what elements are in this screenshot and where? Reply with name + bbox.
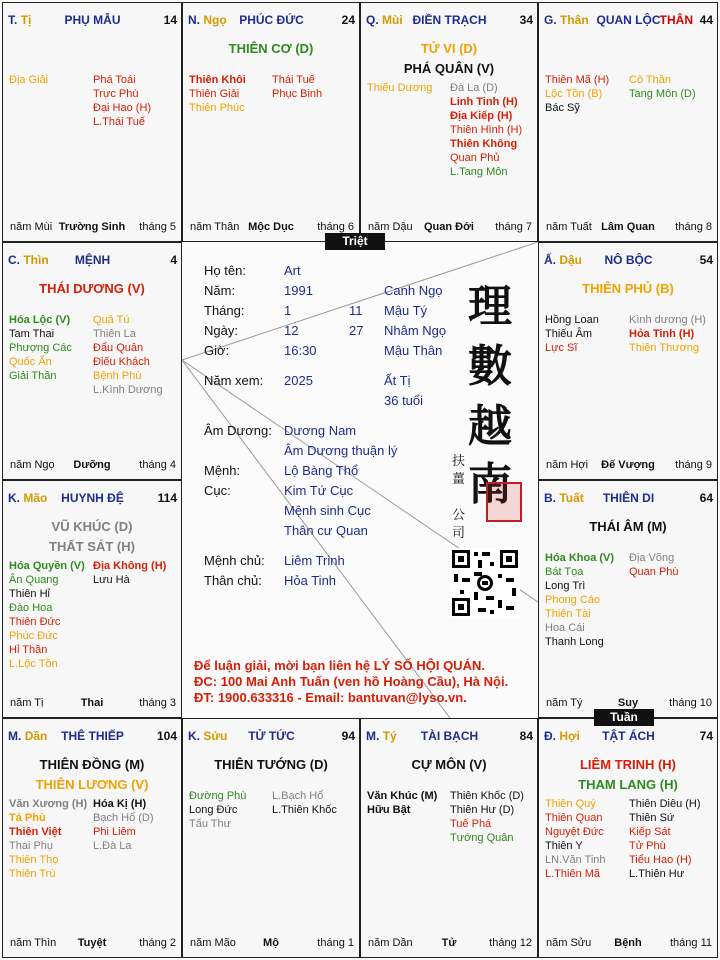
branch-zodiac: Mão bbox=[23, 491, 48, 505]
main-star[interactable]: LIÊM TRINH (H) bbox=[579, 757, 677, 772]
palace-than[interactable] bbox=[538, 2, 718, 242]
main-star[interactable]: THIÊN TƯỚNG (D) bbox=[214, 757, 328, 772]
palace-name: MỆNH bbox=[74, 253, 111, 267]
palace-header bbox=[544, 253, 713, 269]
branch-symbol: G. bbox=[544, 13, 557, 27]
side-char-1: 扶 bbox=[452, 454, 466, 469]
palace-footer bbox=[3, 697, 181, 711]
palace-footer bbox=[539, 221, 717, 235]
minor-star[interactable]: Thiên Hư (D) bbox=[450, 804, 515, 816]
minor-star[interactable]: Tiểu Hao (H) bbox=[629, 854, 692, 866]
branch-symbol: K. bbox=[8, 491, 20, 505]
month-lunar: 11 bbox=[349, 303, 363, 318]
minor-star[interactable]: Thiên Tài bbox=[545, 608, 591, 620]
minor-star[interactable]: Thái Tuế bbox=[272, 74, 315, 86]
minor-stars-left bbox=[9, 797, 87, 881]
minor-star[interactable]: L.Đà La bbox=[93, 840, 132, 852]
red-seal-stamp bbox=[486, 482, 522, 522]
palace-header bbox=[8, 729, 177, 745]
contact-line-2: ĐC: 100 Mai Anh Tuấn (ven hồ Hoàng Cầu), Hà Nội. bbox=[194, 674, 509, 689]
minor-star[interactable]: Quốc Ấn bbox=[9, 356, 52, 368]
minor-star[interactable]: Địa Không (H) bbox=[93, 560, 167, 572]
palace-name: ĐIỀN TRẠCH bbox=[412, 13, 487, 27]
minor-stars-right bbox=[272, 73, 322, 101]
footer-month: tháng 10 bbox=[669, 697, 712, 709]
footer-stage: Đế Vượng bbox=[601, 459, 655, 471]
minor-stars-left bbox=[545, 551, 614, 649]
minor-stars-left bbox=[9, 73, 48, 87]
minor-stars-right bbox=[629, 313, 706, 355]
palace-number: 24 bbox=[341, 13, 355, 27]
triet-marker: Triệt bbox=[325, 233, 385, 250]
minor-star[interactable]: L.Lộc Tồn bbox=[9, 658, 58, 670]
age-value: 36 tuổi bbox=[384, 393, 424, 408]
minor-star[interactable]: Hóa Quyền (V) bbox=[9, 560, 85, 572]
palace-name: HUYNH ĐỆ bbox=[61, 491, 124, 505]
minor-stars-right bbox=[629, 73, 696, 101]
minor-star[interactable]: Thiên Mã (H) bbox=[545, 74, 610, 86]
minor-star[interactable]: Thiên Đức bbox=[9, 616, 61, 628]
palace-number: 44 bbox=[699, 13, 713, 27]
minor-star[interactable]: L.Bạch Hổ bbox=[272, 790, 324, 802]
view-year-value: 2025 bbox=[284, 373, 313, 388]
calligraphy-char-3: 越 bbox=[468, 401, 512, 452]
palace-tag: THÂN bbox=[659, 13, 693, 27]
palace-footer bbox=[361, 221, 537, 235]
minor-star[interactable]: Hữu Bật bbox=[367, 804, 411, 816]
footer-month: tháng 11 bbox=[669, 937, 712, 949]
view-year-canchi: Ất Tị bbox=[384, 373, 411, 388]
branch-symbol: Đ. bbox=[544, 729, 556, 743]
hour-value: 16:30 bbox=[284, 343, 317, 358]
minor-star[interactable]: Phi Liêm bbox=[93, 826, 136, 838]
minor-star[interactable]: Địa Giải bbox=[9, 74, 49, 86]
branch-zodiac: Hợi bbox=[559, 729, 580, 743]
palace-name: NÔ BỘC bbox=[604, 253, 653, 267]
main-star[interactable]: CỰ MÔN (V) bbox=[411, 757, 487, 772]
minor-star[interactable]: Thiên Y bbox=[545, 840, 583, 852]
footer-year: năm Tý bbox=[546, 697, 583, 709]
contact-line-3[interactable]: ĐT: 1900.633316 - Email: bantuvan@lyso.vn. bbox=[194, 690, 467, 705]
palace-hoi[interactable] bbox=[538, 718, 718, 958]
minor-star[interactable]: Thiên Quan bbox=[545, 812, 603, 824]
qr-code[interactable] bbox=[450, 548, 520, 618]
footer-month: tháng 8 bbox=[675, 221, 712, 233]
palace-ngo[interactable] bbox=[182, 2, 360, 242]
palace-tuat[interactable] bbox=[538, 480, 718, 718]
day-canchi: Nhâm Ngọ bbox=[384, 323, 447, 338]
minor-stars-left bbox=[545, 73, 609, 115]
minor-star[interactable]: Thiên Phúc bbox=[189, 102, 245, 114]
palace-number: 84 bbox=[519, 729, 533, 743]
minor-star[interactable]: Ân Quang bbox=[9, 574, 59, 586]
palace-dau[interactable] bbox=[538, 242, 718, 480]
minor-star[interactable]: Thiên Quý bbox=[545, 798, 596, 810]
palace-dan[interactable] bbox=[2, 718, 182, 958]
minor-star[interactable]: L.Tang Môn bbox=[450, 166, 508, 178]
minor-stars-right bbox=[93, 559, 166, 587]
minor-stars-right bbox=[450, 81, 522, 179]
than-chu-value: Hỏa Tinh bbox=[284, 573, 337, 588]
minor-star[interactable]: Hỏa Tinh (H) bbox=[629, 328, 695, 340]
main-star[interactable]: THAM LANG (H) bbox=[578, 777, 678, 792]
branch-zodiac: Sửu bbox=[203, 729, 228, 743]
minor-star[interactable]: Bệnh Phù bbox=[93, 370, 142, 382]
minor-star[interactable]: Thiên Thương bbox=[629, 342, 700, 354]
center-info-panel bbox=[182, 242, 538, 718]
minor-star[interactable]: Bác Sỹ bbox=[545, 102, 580, 114]
branch-zodiac: Tuất bbox=[559, 491, 584, 505]
minor-star[interactable]: Kiếp Sát bbox=[629, 826, 671, 838]
minor-star[interactable]: Điếu Khách bbox=[93, 356, 150, 368]
minor-star[interactable]: Thiên Sứ bbox=[629, 812, 675, 824]
minor-star[interactable]: LN.Văn Tinh bbox=[545, 854, 606, 866]
minor-star[interactable]: Thiếu Âm bbox=[545, 328, 593, 340]
minor-star[interactable]: Văn Xương (H) bbox=[9, 798, 88, 810]
footer-stage: Trường Sinh bbox=[58, 221, 126, 233]
minor-star[interactable]: Hóa Khoa (V) bbox=[545, 552, 615, 564]
footer-stage: Tuyệt bbox=[77, 937, 107, 949]
footer-year: năm Hợi bbox=[546, 459, 589, 471]
branch-symbol: M. bbox=[8, 729, 22, 743]
footer-year: năm Mùi bbox=[10, 221, 53, 233]
hour-label: Giờ: bbox=[204, 343, 230, 358]
cuc-note: Mệnh sinh Cục bbox=[284, 503, 371, 518]
tuan-marker: Tuần bbox=[594, 709, 654, 726]
minor-star[interactable]: Thiếu Dương bbox=[367, 82, 433, 94]
minor-star[interactable]: Thiên Khôi bbox=[189, 74, 246, 86]
year-label: Năm: bbox=[204, 283, 236, 298]
minor-stars-left bbox=[189, 789, 246, 831]
minor-star[interactable]: Bạch Hổ (D) bbox=[93, 812, 154, 824]
year-value: 1991 bbox=[284, 283, 313, 298]
minor-star[interactable]: Thiên La bbox=[93, 328, 136, 340]
minor-stars-right bbox=[629, 551, 679, 579]
minor-stars-right bbox=[272, 789, 337, 817]
palace-footer bbox=[361, 937, 537, 951]
palace-name: PHÚC ĐỨC bbox=[239, 13, 304, 27]
palace-footer bbox=[3, 459, 181, 473]
palace-header bbox=[8, 13, 177, 29]
day-lunar: 27 bbox=[349, 323, 364, 338]
palace-header bbox=[188, 13, 355, 29]
minor-star[interactable]: Long Trì bbox=[545, 580, 586, 592]
minor-stars-left bbox=[9, 559, 85, 671]
menh-chu-value: Liêm Trinh bbox=[284, 553, 345, 568]
minor-star[interactable]: Trực Phù bbox=[93, 88, 139, 100]
minor-stars-left bbox=[189, 73, 246, 115]
main-star[interactable]: THIÊN LƯƠNG (V) bbox=[35, 777, 149, 792]
branch-symbol: Q. bbox=[366, 13, 379, 27]
month-canchi: Mậu Tý bbox=[384, 303, 428, 318]
palace-ti[interactable] bbox=[360, 718, 538, 958]
calligraphy-char-1: 理 bbox=[468, 281, 512, 332]
branch-zodiac: Mùi bbox=[382, 13, 403, 27]
palace-number: 14 bbox=[163, 13, 177, 27]
minor-star[interactable]: Đẩu Quân bbox=[93, 342, 144, 354]
minor-star[interactable]: Lực Sĩ bbox=[545, 342, 578, 354]
palace-name: THÊ THIẾP bbox=[61, 729, 124, 743]
palace-header bbox=[8, 491, 177, 507]
minor-star[interactable]: Cô Thần bbox=[629, 74, 671, 86]
palace-number: 34 bbox=[519, 13, 533, 27]
palace-header bbox=[188, 729, 355, 745]
month-label: Tháng: bbox=[204, 303, 245, 318]
footer-stage: Bệnh bbox=[614, 937, 642, 949]
minor-star[interactable]: Nguyệt Đức bbox=[545, 826, 604, 838]
minor-star[interactable]: L.Kình Dương bbox=[93, 384, 163, 396]
menh-value: Lộ Bàng Thổ bbox=[284, 463, 359, 478]
palace-name: THIÊN DI bbox=[602, 491, 655, 505]
year-canchi: Canh Ngọ bbox=[384, 283, 443, 298]
yinyang-value: Dương Nam bbox=[284, 423, 357, 438]
footer-month: tháng 3 bbox=[139, 697, 176, 709]
minor-star[interactable]: Quả Tú bbox=[93, 314, 130, 326]
palace-header bbox=[366, 13, 533, 29]
palace-name: TỬ TỨC bbox=[248, 729, 295, 743]
branch-symbol: T. bbox=[8, 13, 18, 27]
minor-star[interactable]: Tấu Thư bbox=[189, 818, 232, 830]
minor-star[interactable]: Tang Môn (D) bbox=[629, 88, 696, 100]
palace-number: 94 bbox=[341, 729, 355, 743]
minor-stars-left bbox=[367, 789, 437, 817]
minor-star[interactable]: Thiên Việt bbox=[9, 826, 62, 838]
palace-number: 4 bbox=[170, 253, 177, 267]
branch-symbol: C. bbox=[8, 253, 20, 267]
footer-stage: Suy bbox=[617, 697, 639, 709]
minor-star[interactable]: L.Thiên Mã bbox=[545, 868, 601, 880]
minor-stars-left bbox=[545, 313, 599, 355]
palace-footer bbox=[3, 221, 181, 235]
main-star[interactable]: THÁI DƯƠNG (V) bbox=[39, 281, 145, 296]
minor-star[interactable]: Tử Phù bbox=[629, 840, 666, 852]
branch-zodiac: Tý bbox=[382, 729, 397, 743]
minor-star[interactable]: Đà La (D) bbox=[450, 82, 498, 94]
footer-month: tháng 12 bbox=[489, 937, 532, 949]
minor-star[interactable]: Hỉ Thần bbox=[9, 644, 48, 656]
palace-footer bbox=[539, 459, 717, 473]
palace-number: 114 bbox=[157, 491, 177, 505]
footer-stage: Dưỡng bbox=[73, 459, 111, 471]
minor-star[interactable]: Phục Binh bbox=[272, 88, 323, 100]
yinyang-label: Âm Dương: bbox=[204, 423, 272, 438]
name-label: Họ tên: bbox=[204, 263, 246, 278]
minor-star[interactable]: Thanh Long bbox=[545, 636, 604, 648]
menh-chu-label: Mệnh chủ: bbox=[204, 553, 265, 568]
footer-stage: Mộc Dục bbox=[248, 221, 294, 233]
palace-footer bbox=[3, 937, 181, 951]
minor-star[interactable]: Hóa Lộc (V) bbox=[9, 314, 71, 326]
cuc-label: Cục: bbox=[204, 483, 231, 498]
minor-star[interactable]: Phúc Đức bbox=[9, 630, 58, 642]
minor-star[interactable]: Tuế Phá bbox=[450, 818, 492, 830]
than-cu-note: Thân cư Quan bbox=[284, 523, 368, 538]
footer-year: năm Sửu bbox=[546, 937, 592, 949]
branch-zodiac: Dậu bbox=[559, 253, 583, 267]
contact-line-1: Để luận giải, mời bạn liên hệ LÝ SỐ HỘI QUÁN. bbox=[194, 658, 485, 673]
minor-star[interactable]: Giải Thần bbox=[9, 370, 57, 382]
hour-canchi: Mậu Thân bbox=[384, 343, 443, 358]
palace-name: PHỤ MẪU bbox=[64, 13, 121, 27]
minor-star[interactable]: Thiên Không bbox=[450, 138, 518, 150]
palace-header bbox=[544, 729, 713, 745]
branch-symbol: K. bbox=[188, 729, 200, 743]
branch-symbol: N. bbox=[188, 13, 200, 27]
footer-stage: Thai bbox=[80, 697, 104, 709]
main-star[interactable]: THIÊN PHỦ (B) bbox=[582, 281, 674, 296]
cuc-value: Kim Tứ Cục bbox=[284, 483, 354, 498]
calligraphy-char-4: 南 bbox=[468, 459, 512, 510]
palace-footer bbox=[183, 937, 359, 951]
palace-header bbox=[8, 253, 177, 269]
footer-stage: Quan Đới bbox=[424, 221, 474, 233]
branch-zodiac: Thân bbox=[560, 13, 589, 27]
branch-zodiac: Ngọ bbox=[203, 13, 227, 27]
minor-star[interactable]: Lộc Tồn (B) bbox=[545, 88, 603, 100]
footer-year: năm Tuất bbox=[546, 221, 592, 233]
menh-label: Mệnh: bbox=[204, 463, 241, 478]
footer-stage: Lâm Quan bbox=[601, 221, 655, 233]
footer-month: tháng 6 bbox=[317, 221, 354, 233]
day-label: Ngày: bbox=[204, 323, 238, 338]
minor-star[interactable]: Địa Kiếp (H) bbox=[450, 110, 513, 122]
minor-star[interactable]: Phong Cáo bbox=[545, 594, 601, 606]
minor-star[interactable]: L.Thiên Khốc bbox=[272, 804, 337, 816]
palace-name: TẬT ÁCH bbox=[602, 729, 655, 743]
minor-star[interactable]: Thiên Hình (H) bbox=[450, 124, 523, 136]
minor-star[interactable]: Phượng Các bbox=[9, 342, 72, 354]
minor-star[interactable]: Bát Tọa bbox=[545, 566, 584, 578]
minor-star[interactable]: Linh Tinh (H) bbox=[450, 96, 518, 108]
view-year-label: Năm xem: bbox=[204, 373, 264, 388]
footer-stage: Mộ bbox=[263, 937, 279, 949]
minor-star[interactable]: Thiên Trù bbox=[9, 868, 56, 880]
minor-stars-right bbox=[93, 797, 154, 853]
minor-star[interactable]: Thiên Hỉ bbox=[9, 588, 50, 600]
palace-number: 74 bbox=[699, 729, 713, 743]
side-char-2: 薑 bbox=[452, 472, 466, 487]
name-value: Art bbox=[284, 263, 301, 278]
footer-month: tháng 1 bbox=[317, 937, 354, 949]
palace-ty[interactable] bbox=[2, 2, 182, 242]
footer-month: tháng 4 bbox=[139, 459, 176, 471]
day-value: 12 bbox=[284, 323, 299, 338]
minor-star[interactable]: Thiên Thọ bbox=[9, 854, 59, 866]
minor-star[interactable]: L.Thái Tuế bbox=[93, 116, 145, 128]
minor-star[interactable]: Tả Phù bbox=[9, 812, 46, 824]
minor-star[interactable]: Hóa Kị (H) bbox=[93, 798, 147, 810]
minor-star[interactable]: Hoa Cái bbox=[545, 622, 585, 634]
minor-star[interactable]: Văn Khúc (M) bbox=[367, 790, 438, 802]
minor-star[interactable]: Địa Võng bbox=[629, 552, 675, 564]
palace-thin[interactable] bbox=[2, 242, 182, 480]
side-char-3: 公 bbox=[452, 508, 466, 523]
month-value: 1 bbox=[284, 303, 292, 318]
minor-star[interactable]: Thiên Diêu (H) bbox=[629, 798, 701, 810]
than-chu-label: Thân chủ: bbox=[204, 573, 262, 588]
minor-star[interactable]: Đường Phù bbox=[189, 790, 247, 802]
palace-number: 64 bbox=[699, 491, 713, 505]
main-star[interactable]: VŨ KHÚC (D) bbox=[51, 519, 133, 534]
branch-symbol: Ấ. bbox=[544, 253, 556, 267]
main-star[interactable]: THẤT SÁT (H) bbox=[49, 539, 135, 554]
minor-star[interactable]: Kình dương (H) bbox=[629, 314, 706, 326]
footer-year: năm Tị bbox=[10, 697, 44, 709]
minor-star[interactable]: Tam Thai bbox=[9, 328, 55, 340]
palace-header bbox=[544, 13, 713, 29]
branch-zodiac: Thìn bbox=[23, 253, 49, 267]
branch-zodiac: Tị bbox=[20, 13, 32, 27]
footer-month: tháng 9 bbox=[675, 459, 712, 471]
footer-year: năm Dần bbox=[368, 937, 413, 949]
footer-stage: Tử bbox=[441, 937, 457, 949]
branch-symbol: M. bbox=[366, 729, 380, 743]
minor-star[interactable]: Quan Phủ bbox=[450, 152, 500, 164]
footer-year: năm Mão bbox=[190, 937, 236, 949]
palace-mao[interactable] bbox=[2, 480, 182, 718]
palace-suu[interactable] bbox=[182, 718, 360, 958]
minor-stars-left bbox=[367, 81, 432, 95]
minor-star[interactable]: Hồng Loan bbox=[545, 314, 599, 326]
branch-symbol: B. bbox=[544, 491, 556, 505]
footer-month: tháng 7 bbox=[495, 221, 532, 233]
minor-stars-right bbox=[93, 313, 163, 397]
minor-star[interactable]: Thiên Giải bbox=[189, 88, 240, 100]
branch-zodiac: Dần bbox=[24, 729, 48, 743]
calligraphy-char-2: 數 bbox=[468, 341, 512, 392]
minor-star[interactable]: Đại Hao (H) bbox=[93, 102, 152, 114]
main-star[interactable]: THIÊN CƠ (D) bbox=[228, 41, 314, 56]
palace-name: TÀI BẠCH bbox=[420, 729, 479, 743]
main-star[interactable]: THIÊN ĐỒNG (M) bbox=[39, 757, 145, 772]
minor-stars-left bbox=[9, 313, 72, 383]
minor-star[interactable]: Long Đức bbox=[189, 804, 238, 816]
footer-year: năm Thân bbox=[190, 221, 240, 233]
minor-stars-right bbox=[450, 789, 524, 845]
minor-star[interactable]: Phá Toái bbox=[93, 74, 136, 86]
palace-header bbox=[366, 729, 533, 745]
minor-star[interactable]: Thiên Khốc (D) bbox=[450, 790, 524, 802]
palace-footer bbox=[539, 937, 717, 951]
main-star[interactable]: TỬ VI (D) bbox=[420, 41, 478, 56]
palace-header bbox=[544, 491, 713, 507]
palace-name: QUAN LỘC bbox=[596, 13, 661, 27]
main-star[interactable]: PHÁ QUÂN (V) bbox=[403, 61, 495, 76]
palace-number: 104 bbox=[156, 729, 177, 743]
footer-year: năm Ngọ bbox=[10, 459, 55, 471]
footer-year: năm Dậu bbox=[368, 221, 413, 233]
minor-star[interactable]: Thai Phụ bbox=[9, 840, 54, 852]
yinyang-note: Âm Dương thuận lý bbox=[284, 443, 398, 458]
footer-month: tháng 2 bbox=[139, 937, 176, 949]
minor-star[interactable]: Lưu Hà bbox=[93, 574, 130, 586]
footer-month: tháng 5 bbox=[139, 221, 176, 233]
minor-star[interactable]: Đào Hoa bbox=[9, 602, 53, 614]
palace-mui[interactable] bbox=[360, 2, 538, 242]
minor-stars-right bbox=[93, 73, 151, 129]
minor-star[interactable]: Tướng Quân bbox=[450, 832, 514, 844]
minor-star[interactable]: L.Thiên Hư bbox=[629, 868, 685, 880]
side-char-4: 司 bbox=[452, 526, 466, 541]
minor-stars-right bbox=[629, 797, 701, 881]
footer-year: năm Thìn bbox=[10, 937, 57, 949]
palace-number: 54 bbox=[699, 253, 713, 267]
minor-star[interactable]: Quan Phù bbox=[629, 566, 679, 578]
main-star[interactable]: THÁI ÂM (M) bbox=[589, 519, 667, 534]
minor-stars-left bbox=[545, 797, 606, 881]
